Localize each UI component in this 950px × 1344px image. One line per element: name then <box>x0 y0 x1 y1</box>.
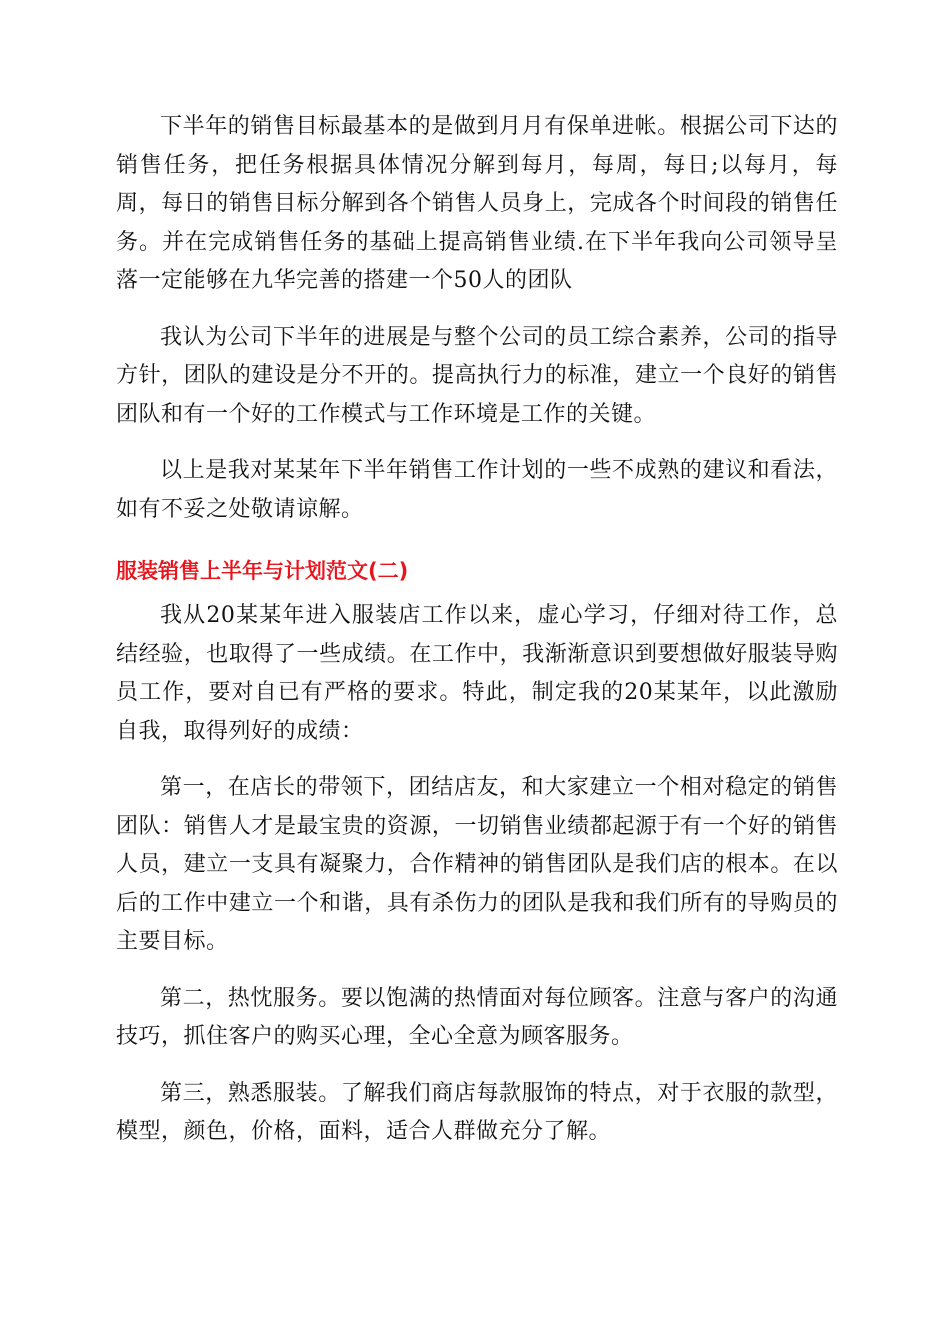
paragraph-point-one: 第一，在店长的带领下，团结店友，和大家建立一个相对稳定的销售团队：销售人才是最宝贵的资源，一切销售业绩都起源于有一个好的销售人员，建立一支具有凝聚力，合作精神的销售团队是我们店的根本。在以后的工作中建立一个和谐，具有杀伤力的团队是我和我们所有的导购员的主要目标。 <box>116 775 838 954</box>
paragraph-point-three: 第三，熟悉服装。了解我们商店每款服饰的特点，对于衣服的款型，模型，颜色，价格，面料，适合人群做充分了解。 <box>116 1080 838 1144</box>
paragraph-company-progress: 我认为公司下半年的进展是与整个公司的员工综合素养，公司的指导方针，团队的建设是分不开的。提高执行力的标准，建立一个良好的销售团队和有一个好的工作模式与工作环境是工作的关键。 <box>116 324 838 427</box>
section-heading: 服装销售上半年与计划范文(二) <box>116 559 409 583</box>
document-body <box>116 108 838 1170</box>
paragraph-point-two: 第二，热忱服务。要以饱满的热情面对每位顾客。注意与客户的沟通技巧，抓住客户的购买心理，全心全意为顾客服务。 <box>116 985 838 1049</box>
paragraph-sales-target: 下半年的销售目标最基本的是做到月月有保单进帐。根据公司下达的销售任务，把任务根据具体情况分解到每月，每周，每日;以每月，每周，每日的销售目标分解到各个销售人员身上，完成各个时间段的销售任务。并在完成销售任务的基础上提高销售业绩.在下半年我向公司领导呈落一定能够在九华完善的搭建一个50人的团队 <box>116 114 838 293</box>
paragraph-conclusion: 以上是我对某某年下半年销售工作计划的一些不成熟的建议和看法，如有不妥之处敬请谅解。 <box>116 458 838 522</box>
paragraph-intro: 我从20某某年进入服装店工作以来，虚心学习，仔细对待工作，总结经验，也取得了一些成绩。在工作中，我渐渐意识到要想做好服装导购员工作，要对自已有严格的要求。特此，制定我的20某某年，以此激励自我，取得列好的成绩： <box>116 603 838 744</box>
